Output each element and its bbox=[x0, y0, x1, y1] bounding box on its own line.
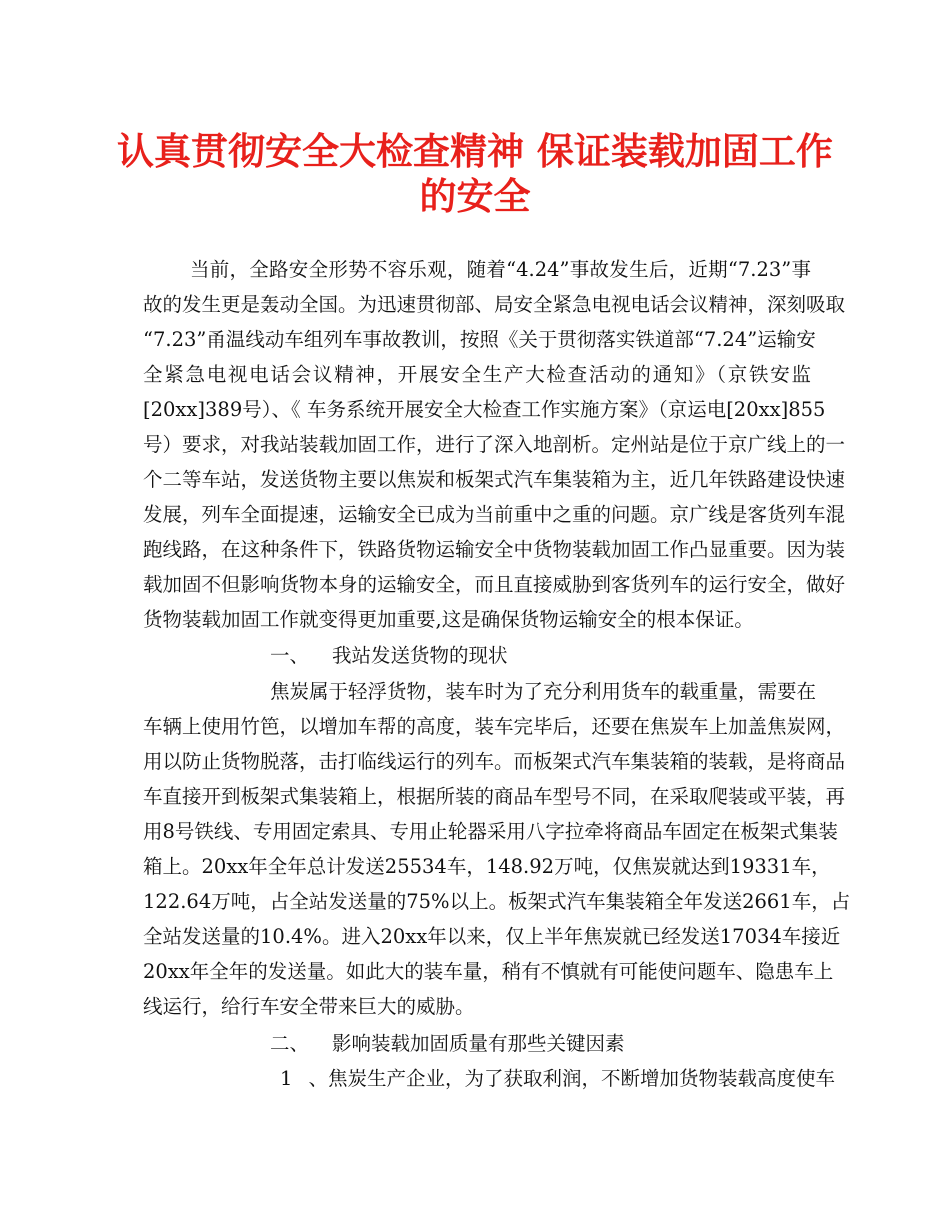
paragraph-line: 箱上。20xx年全年总计发送25534车，148.92万吨，仅焦炭就达到19331车， bbox=[143, 855, 831, 878]
paragraph-line: 货物装载加固工作就变得更加重要,这是确保货物运输安全的根本保证。 bbox=[143, 608, 754, 631]
paragraph-line: 122.64万吨，占全站发送量的75%以上。板架式汽车集装箱全年发送2661车，占 bbox=[143, 890, 851, 913]
document-title-line-1: 认真贯彻安全大检查精神 保证装载加固工作 bbox=[117, 130, 833, 173]
list-item-1 bbox=[280, 1063, 836, 1095]
paragraph-line: 用8号铁线、专用固定索具、专用止轮器采用八字拉牵将商品车固定在板架式集装 bbox=[143, 820, 838, 843]
document-title-line-2: 的安全 bbox=[419, 175, 531, 218]
section-heading-text: 我站发送货物的现状 bbox=[332, 644, 508, 667]
paragraph-line: 当前，全路安全形势不容乐观，随着“4.24”事故发生后，近期“7.23”事 bbox=[190, 258, 811, 281]
section-heading-2 bbox=[270, 1028, 625, 1060]
paragraph-line: 发展，列车全面提速，运输安全已成为当前重中之重的问题。京广线是客货列车混 bbox=[143, 503, 846, 526]
paragraph-line: 车辆上使用竹笆，以增加车帮的高度，装车完毕后，还要在焦炭车上加盖焦炭网， bbox=[143, 715, 846, 738]
paragraph-line: 焦炭属于轻浮货物，装车时为了充分利用货车的载重量，需要在 bbox=[270, 680, 817, 703]
section-number: 一、 bbox=[270, 644, 310, 667]
list-item-text: 焦炭生产企业，为了获取利润，不断增加货物装载高度使车 bbox=[328, 1067, 836, 1090]
paragraph-line: 20xx年全年的发送量。如此大的装车量，稍有不慎就有可能使问题车、隐患车上 bbox=[143, 960, 834, 983]
paragraph-line: 跑线路，在这种条件下，铁路货物运输安全中货物装载加固工作凸显重要。因为装 bbox=[143, 538, 846, 561]
paragraph-line: 全站发送量的10.4%。进入20xx年以来，仅上半年焦炭就已经发送17034车接近 bbox=[143, 925, 841, 948]
paragraph-line: 线运行，给行车安全带来巨大的威胁。 bbox=[143, 995, 475, 1018]
paragraph-line: 全紧急电视电话会议精神，开展安全生产大检查活动的通知》（京铁安监 bbox=[143, 363, 811, 386]
paragraph-line: 车直接开到板架式集装箱上，根据所装的商品车型号不同，在采取爬装或平装，再 bbox=[143, 785, 846, 808]
paragraph-line: 故的发生更是轰动全国。为迅速贯彻部、局安全紧急电视电话会议精神，深刻吸取 bbox=[143, 293, 846, 316]
section-number: 二、 bbox=[270, 1032, 310, 1055]
paragraph-line: “7.23”甬温线动车组列车事故教训，按照《关于贯彻落实铁道部“7.24”运输安 bbox=[143, 328, 816, 351]
paragraph-line: 载加固不但影响货物本身的运输安全，而且直接威胁到客货列车的运行安全，做好 bbox=[143, 573, 846, 596]
section-heading-text: 影响装载加固质量有那些关键因素 bbox=[332, 1032, 625, 1055]
section-heading-1 bbox=[270, 640, 508, 672]
paragraph-line: 号）要求，对我站装载加固工作，进行了深入地剖析。定州站是位于京广线上的一 bbox=[143, 433, 846, 456]
paragraph-line: 个二等车站，发送货物主要以焦炭和板架式汽车集装箱为主，近几年铁路建设快速 bbox=[143, 468, 846, 491]
paragraph-line: 用以防止货物脱落，击打临线运行的列车。而板架式汽车集装箱的装载，是将商品 bbox=[143, 750, 846, 773]
paragraph-line: [20xx]389号）、《 车务系统开展安全大检查工作实施方案》（京运电[20xx]855 bbox=[143, 398, 826, 421]
list-item-number: 1、 bbox=[280, 1067, 328, 1090]
